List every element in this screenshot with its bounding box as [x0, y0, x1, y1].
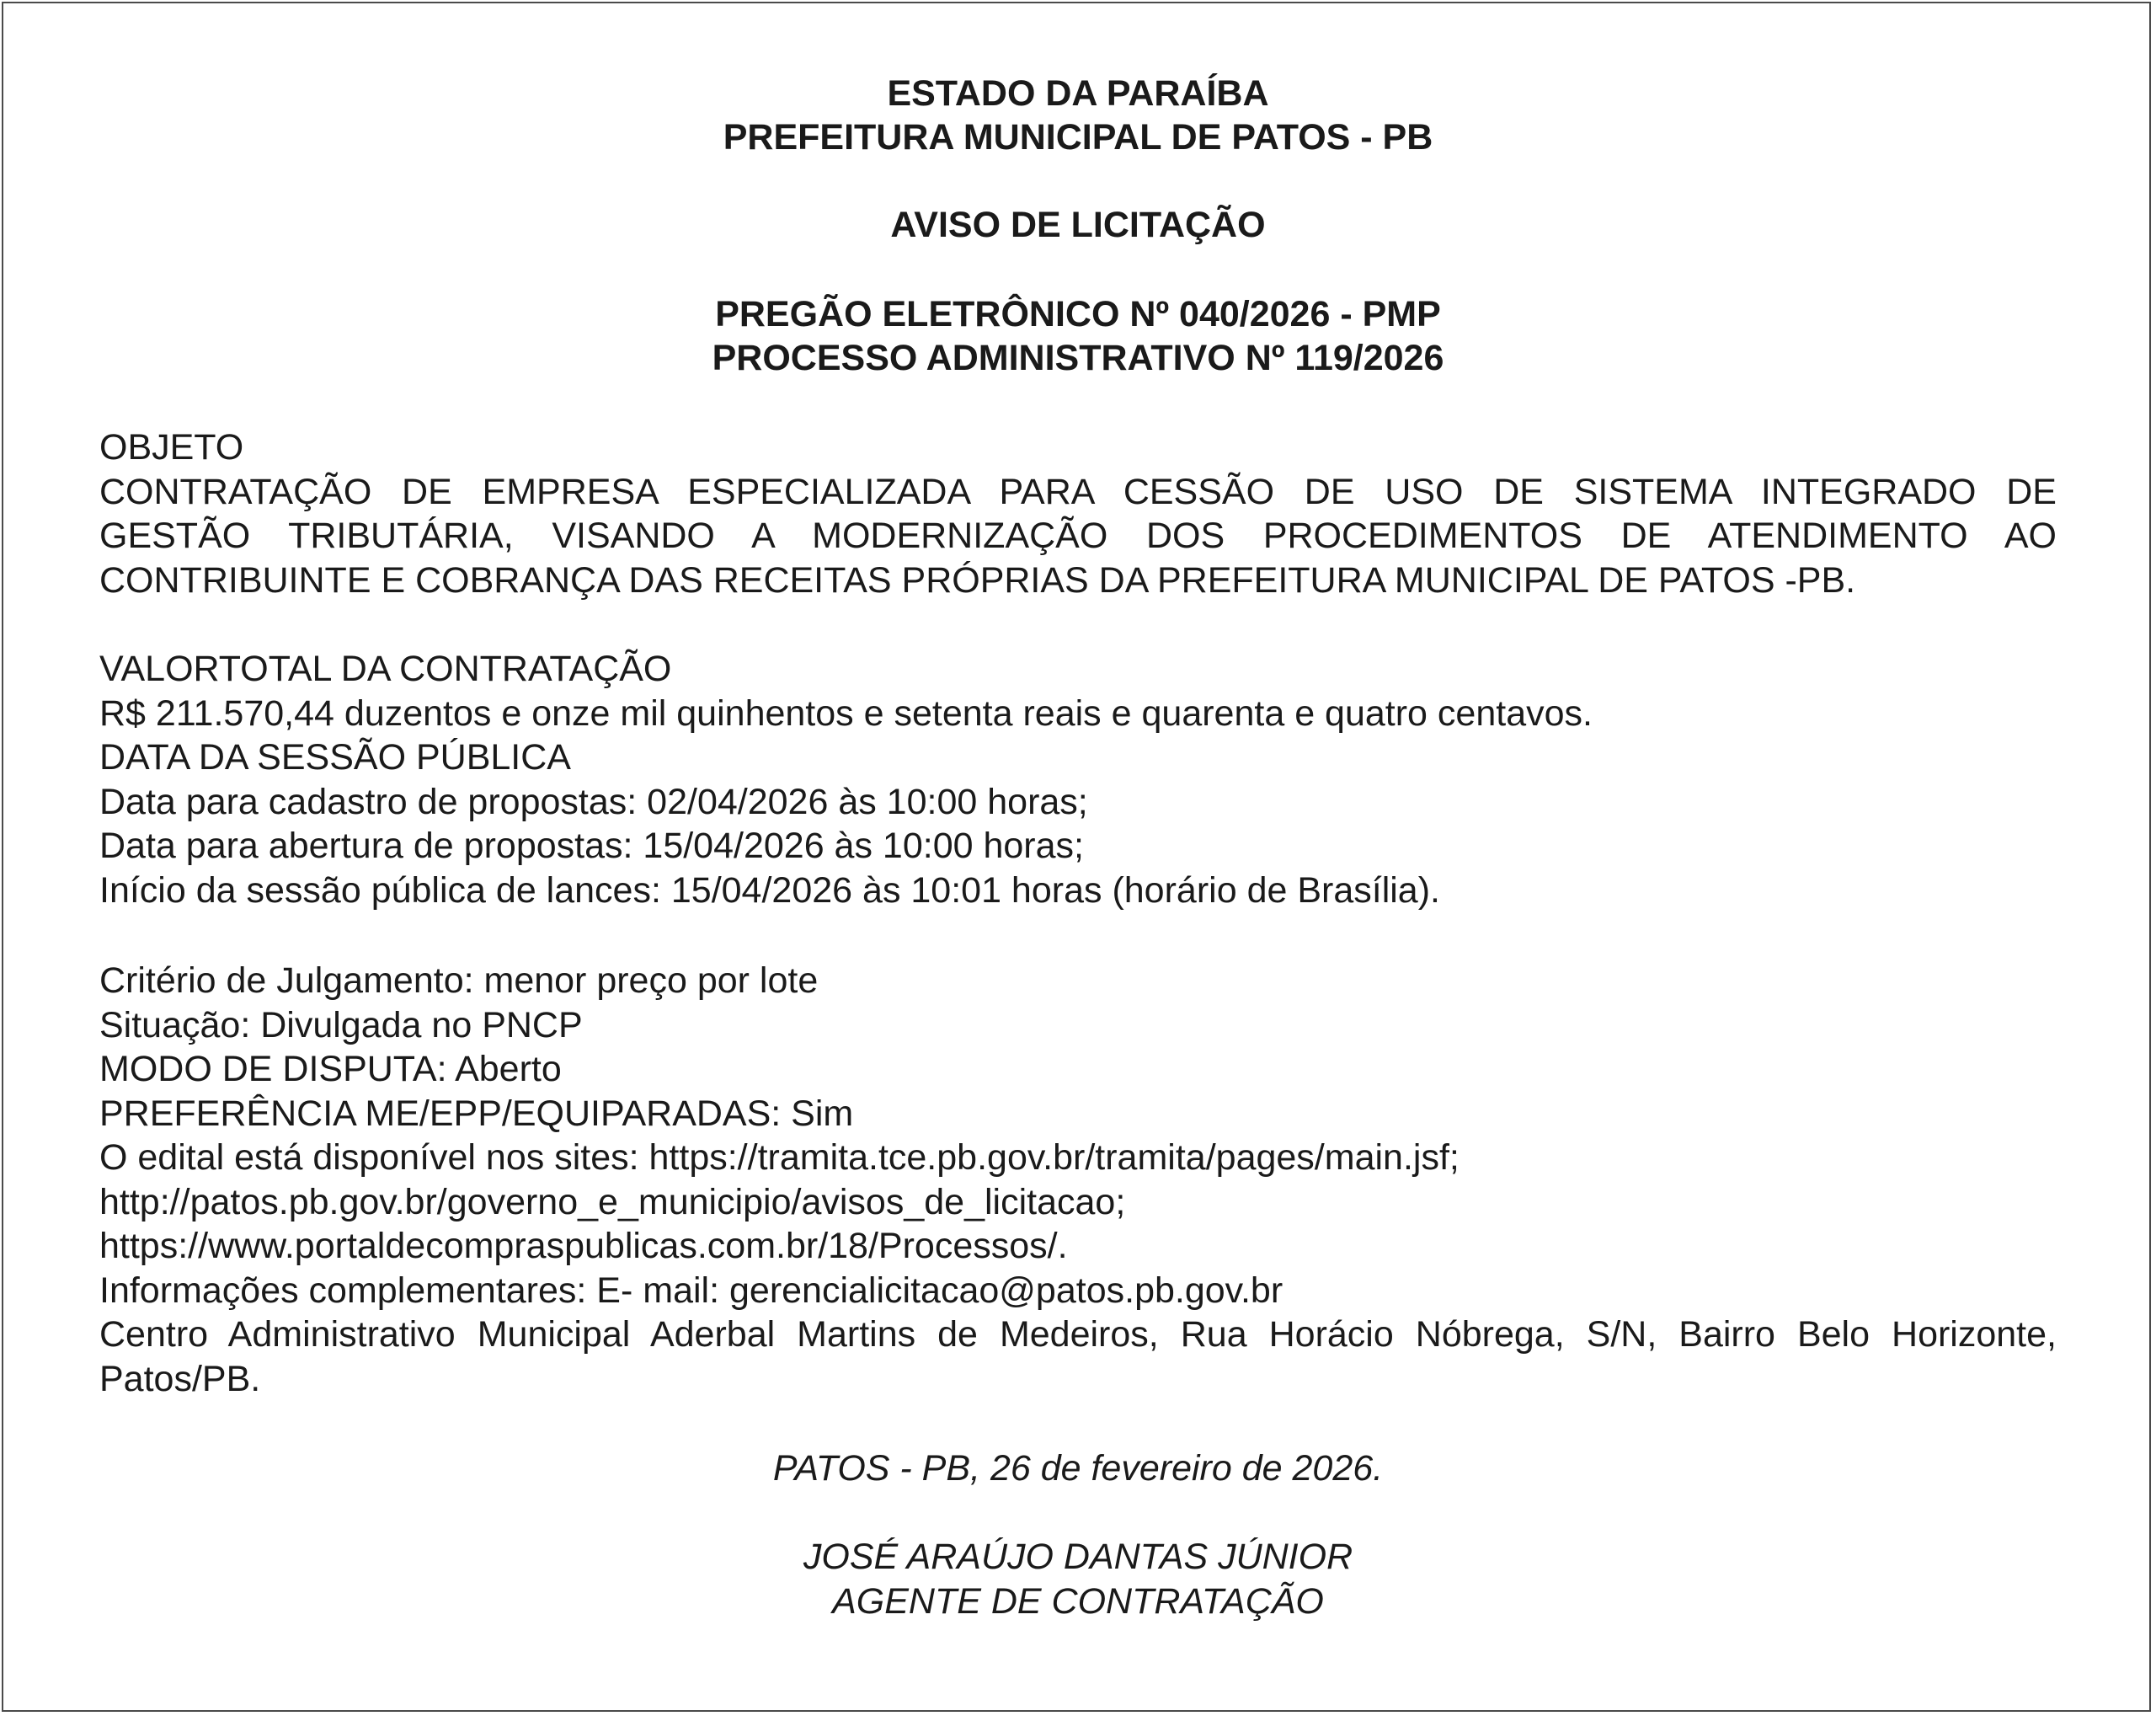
signature-block	[0, 1535, 2156, 1623]
procurement-ids	[0, 292, 2156, 380]
signer-name: JOSÉ ARAÚJO DANTAS JÚNIOR	[803, 1537, 1353, 1577]
sessao-cadastro: Data para cadastro de propostas: 02/04/2026 às 10:00 horas;	[99, 781, 1088, 822]
valor-label: VALORTOTAL DA CONTRATAÇÃO	[99, 649, 672, 689]
signer-role: AGENTE DE CONTRATAÇÃO	[832, 1580, 1324, 1622]
sessao-abertura: Data para abertura de propostas: 15/04/2026 às 10:00 horas;	[99, 826, 1084, 866]
processo-number: PROCESSO ADMINISTRATIVO Nº 119/2026	[712, 338, 1444, 378]
notice-title: AVISO DE LICITAÇÃO	[890, 205, 1266, 245]
objeto-section	[99, 425, 2057, 602]
document-header	[0, 72, 2156, 159]
prefeitura-name: PREFEITURA MUNICIPAL DE PATOS - PB	[723, 117, 1433, 158]
modo-disputa: MODO DE DISPUTA: Aberto	[99, 1049, 562, 1089]
objeto-label: OBJETO	[99, 427, 244, 468]
address-line-2: Patos/PB.	[99, 1358, 261, 1399]
state-name: ESTADO DA PARAÍBA	[887, 73, 1269, 114]
address-line-1: Centro Administrativo Municipal Aderbal Martins de Medeiros, Rua Horácio Nóbrega, S/N, Bairro Belo Horizonte,	[99, 1314, 2057, 1355]
edital-site-2: http://patos.pb.gov.br/governo_e_municipio/avisos_de_licitacao;	[99, 1181, 1126, 1222]
info-email: Informações complementares: E- mail: gerencialicitacao@patos.pb.gov.br	[99, 1270, 1283, 1311]
objeto-line-3: CONTRIBUINTE E COBRANÇA DAS RECEITAS PRÓPRIAS DA PREFEITURA MUNICIPAL DE PATOS -PB.	[99, 559, 1856, 601]
place-date: PATOS - PB, 26 de fevereiro de 2026.	[772, 1448, 1384, 1489]
pregao-number: PREGÃO ELETRÔNICO Nº 040/2026 - PMP	[715, 294, 1441, 334]
edital-sites: O edital está disponível nos sites: https://tramita.tce.pb.gov.br/tramita/pages/main.jsf;	[99, 1137, 1460, 1178]
criterio-julgamento: Critério de Julgamento: menor preço por lote	[99, 960, 819, 1001]
situacao: Situação: Divulgada no PNCP	[99, 1004, 583, 1045]
valor-amount: R$ 211.570,44 duzentos e onze mil quinhentos e setenta reais e quarenta e quatro centavos.	[99, 692, 1593, 734]
sessao-inicio: Início da sessão pública de lances: 15/04/2026 às 10:01 horas (horário de Brasília).	[99, 869, 1440, 911]
edital-site-3: https://www.portaldecompraspublicas.com.br/18/Processos/.	[99, 1226, 1068, 1266]
objeto-line-2: GESTÃO TRIBUTÁRIA, VISANDO A MODERNIZAÇÃO DOS PROCEDIMENTOS DE ATENDIMENTO AO	[99, 516, 2057, 556]
valor-section	[99, 647, 2057, 912]
preferencia: PREFERÊNCIA ME/EPP/EQUIPARADAS: Sim	[99, 1093, 854, 1134]
details-section	[99, 959, 2057, 1401]
sessao-label: DATA DA SESSÃO PÚBLICA	[99, 737, 571, 778]
objeto-line-1: CONTRATAÇÃO DE EMPRESA ESPECIALIZADA PARA CESSÃO DE USO DE SISTEMA INTEGRADO DE	[99, 471, 2057, 512]
